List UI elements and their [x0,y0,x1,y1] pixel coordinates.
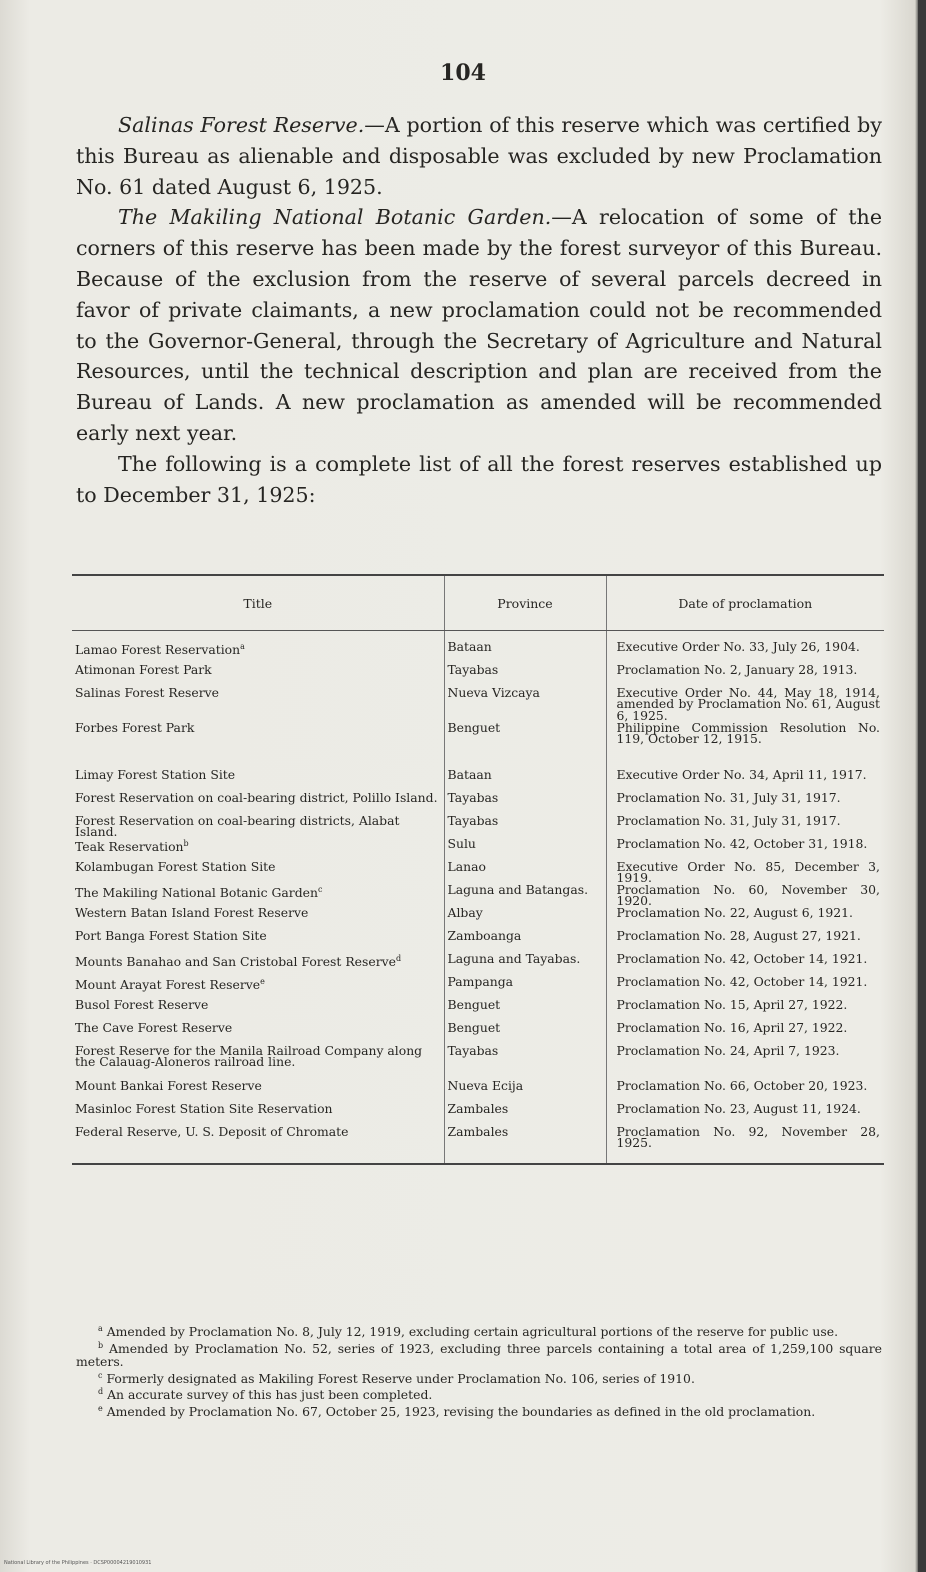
footnote-marker: c [98,1370,103,1380]
cell-date: Proclamation No. 66, October 20, 1923. [606,1080,884,1103]
table-row [72,792,884,815]
reserve-title: Kolambugan Forest Station Site [75,858,276,874]
cell-date: Proclamation No. 42, October 31, 1918. [606,838,884,861]
table-row [72,1080,884,1103]
footnote-marker: e [260,976,265,986]
cell-title [72,641,444,664]
table-row [72,1022,884,1045]
cell-date: Proclamation No. 31, July 31, 1917. [606,815,884,838]
footnote-marker: c [317,884,323,894]
reserve-title: Forest Reservation on coal-bearing districts, Alabat Island. [75,812,400,839]
table-row [72,953,884,976]
header-date: Date of proclamation [606,576,884,631]
cell-date: Executive Order No. 85, December 3, 1919. [606,861,884,884]
header-title: Title [72,576,444,631]
table-spacer [72,1153,884,1163]
cell-province: Bataan [444,769,606,792]
cell-title [72,953,444,976]
footnote [76,1369,882,1386]
cell-province: Laguna and Tayabas. [444,953,606,976]
paragraph-salinas [76,110,882,202]
footnote-marker: b [98,1340,104,1350]
reserve-title: Mounts Banahao and San Cristobal Forest Reserve [75,953,396,969]
cell-province: Tayabas [444,1045,606,1080]
cell-province: Zamboanga [444,930,606,953]
paragraph-text: —A portion of this reserve which was certified by this Bureau as alienable and disposable was excluded by new Proclamation No. 61 dated August 6, 1925. [76,113,882,199]
cell-province: Benguet [444,999,606,1022]
cell-province: Laguna and Batangas. [444,884,606,907]
table-row [72,884,884,907]
table-bottom-rule [72,1163,884,1165]
cell-province: Benguet [444,722,606,769]
reserve-title: Forbes Forest Park [75,719,195,735]
header-province: Province [444,576,606,631]
table-row [72,769,884,792]
cell-title [72,838,444,861]
forest-reserves-table [72,574,884,1165]
cell-date: Proclamation No. 16, April 27, 1922. [606,1022,884,1045]
cell-province: Zambales [444,1103,606,1126]
page-edge [918,0,926,1572]
footnote [76,1402,882,1419]
cell-title [72,812,444,839]
page-number: 104 [440,60,486,86]
cell-province: Tayabas [444,792,606,815]
cell-title [72,884,444,907]
reserve-title: Lamao Forest Reservation [75,641,241,657]
footnote [76,1339,882,1369]
table-row [72,907,884,930]
footnote-marker: a [240,641,245,651]
paragraph-text: The following is a complete list of all the forest reserves established up to December 31, 1925: [76,451,882,507]
cell-title [72,1100,444,1126]
footnote-marker: a [98,1324,103,1333]
table-row [72,1126,884,1153]
reserve-title: Atimonan Forest Park [75,661,212,677]
footnote [76,1385,882,1402]
footnote-marker: d [98,1387,104,1397]
cell-date: Proclamation No. 92, November 28, 1925. [606,1126,884,1153]
cell-date: Proclamation No. 15, April 27, 1922. [606,999,884,1022]
footnote-marker: b [183,838,189,848]
footnote-marker: d [395,953,402,963]
table-row [72,976,884,999]
reserve-title: Port Banga Forest Station Site [75,927,267,943]
cell-title [72,684,444,722]
cell-title [72,996,444,1022]
footnote-text: Amended by Proclamation No. 52, series of 1923, excluding three parcels containing a total area of 1,259,100 square meters. [76,1340,882,1370]
cell-title [72,766,444,792]
cell-province: Tayabas [444,815,606,838]
cell-province: Sulu [444,838,606,861]
cell-title [72,789,444,815]
cell-title [72,927,444,953]
imprint: National Library of the Philippines · DCSP00004219010931 [4,1560,152,1566]
footnote-marker: e [98,1404,103,1413]
table-row [72,838,884,861]
reserve-title: Teak Reservation [75,838,184,854]
cell-date: Proclamation No. 28, August 27, 1921. [606,930,884,953]
footnote-text: Amended by Proclamation No. 8, July 12, 1919, excluding certain agricultural portions of the reserve for public use. [106,1324,839,1340]
cell-province: Benguet [444,1022,606,1045]
reserve-title: Forest Reserve for the Manila Railroad Company along the Calauag-Aloneros railroad line. [75,1042,423,1069]
table-row [72,641,884,664]
paragraph-makiling [76,202,882,448]
table-row [72,930,884,953]
cell-date: Proclamation No. 2, January 28, 1913. [606,664,884,687]
table-row [72,861,884,884]
cell-province: Nueva Ecija [444,1080,606,1103]
table-row [72,815,884,838]
footnotes [76,1322,882,1419]
cell-date: Executive Order No. 33, July 26, 1904. [606,641,884,664]
cell-date: Philippine Commission Resolution No. 119, October 12, 1915. [606,722,884,769]
reserve-title: Mount Arayat Forest Reserve [75,976,261,992]
cell-date: Proclamation No. 22, August 6, 1921. [606,907,884,930]
reserve-title: Federal Reserve, U. S. Deposit of Chromate [75,1123,349,1139]
reserve-title: Mount Bankai Forest Reserve [75,1077,262,1093]
cell-date: Proclamation No. 42, October 14, 1921. [606,953,884,976]
cell-title [72,1123,444,1153]
cell-province: Pampanga [444,976,606,999]
paragraph-lead: The Makiling National Botanic Garden. [118,205,552,230]
cell-date: Proclamation No. 31, July 31, 1917. [606,792,884,815]
cell-title [72,1042,444,1080]
reserve-title: Busol Forest Reserve [75,996,209,1012]
reserve-title: Limay Forest Station Site [75,766,236,782]
reserve-title: The Makiling National Botanic Garden [75,884,318,900]
table-row [72,1103,884,1126]
cell-title [72,904,444,930]
cell-province: Zambales [444,1126,606,1153]
table-header-row [72,576,884,631]
cell-date: Executive Order No. 34, April 11, 1917. [606,769,884,792]
cell-province: Nueva Vizcaya [444,687,606,722]
table-row [72,687,884,722]
table-row [72,1045,884,1080]
cell-date: Proclamation No. 60, November 30, 1920. [606,884,884,907]
table-row [72,722,884,769]
cell-title [72,976,444,999]
cell-province: Lanao [444,861,606,884]
footnote-text: An accurate survey of this has just been completed. [107,1387,433,1403]
footnote-text: Formerly designated as Makiling Forest Reserve under Proclamation No. 106, series of 1910. [106,1370,695,1386]
cell-date: Proclamation No. 23, August 11, 1924. [606,1103,884,1126]
reserve-title: Masinloc Forest Station Site Reservation [75,1100,333,1116]
cell-province: Bataan [444,641,606,664]
paragraph-list-intro [76,449,882,511]
reserve-title: Salinas Forest Reserve [75,684,219,700]
paragraph-lead: Salinas Forest Reserve. [118,113,365,137]
cell-date: Executive Order No. 44, May 18, 1914, amended by Proclamation No. 61, August 6, 1925. [606,687,884,722]
cell-date: Proclamation No. 24, April 7, 1923. [606,1045,884,1080]
cell-province: Albay [444,907,606,930]
cell-title [72,858,444,884]
footnote [76,1322,882,1339]
reserve-title: The Cave Forest Reserve [75,1019,233,1035]
cell-title [72,1077,444,1103]
table-row [72,999,884,1022]
paragraph-text: —A relocation of some of the corners of this reserve has been made by the forest surveyor of this Bureau. Because of the exclusion from the reserve of several parcels decreed in favor of private claimants, a new proclamation could not be recommended to the Governor-General, through the Secretary of Agriculture and Natural Resources, until the technical description and plan are received from the Bureau of Lands. A new proclamation as amended will be recommended early next year. [76,205,883,445]
body-text [76,110,882,510]
table-row [72,664,884,687]
cell-date: Proclamation No. 42, October 14, 1921. [606,976,884,999]
cell-title [72,1019,444,1045]
cell-title [72,719,444,769]
cell-title [72,661,444,687]
reserve-title: Forest Reservation on coal-bearing district, Polillo Island. [75,789,438,805]
footnote-text: Amended by Proclamation No. 67, October 25, 1923, revising the boundaries as defined in the old proclamation. [106,1404,816,1420]
cell-province: Tayabas [444,664,606,687]
reserve-title: Western Batan Island Forest Reserve [75,904,309,920]
